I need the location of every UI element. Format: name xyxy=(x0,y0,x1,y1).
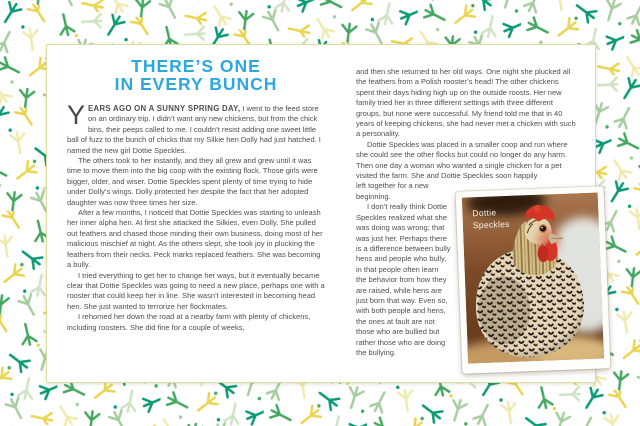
paragraph: I rehomed her down the road at a nearby farm with plenty of chickens, including roosters. She did fine for a couple of weeks, xyxy=(67,312,311,332)
lead-in-phrase: EARS AGO ON A SUNNY SPRING DAY, xyxy=(88,104,241,113)
paragraph-opening xyxy=(67,100,325,156)
paragraph: After a few months, I noticed that Dottie Speckles was starting to unleash her inner alpha hen. At first she attacked the Silkies, even Dolly. She pulled out feathers and chased those minding their own business, doing most of her malicious mischief at night. As the others slept, she took joy in plucking the feathers from their necks. Peck marks replaced feathers. She was becoming a bully. xyxy=(67,208,323,270)
left-page-column xyxy=(67,57,325,333)
paragraph: Dottie Speckles was placed in a smaller coop and run where she could see the other flocks but could no longer do any harm. Then one day a woman who wanted a single chicken for a pet visited the farm. She and Dottie Speckles soon happily xyxy=(356,139,568,181)
hen-polaroid-photo xyxy=(459,189,607,371)
right-page-body-text xyxy=(356,67,577,358)
polaroid-frame xyxy=(456,187,611,375)
drop-cap: Y xyxy=(67,100,86,130)
left-page-body-text xyxy=(67,100,325,333)
book-spread-page xyxy=(46,44,596,383)
paragraph: I don’t really think Dottie Speckles realized what she was doing was wrong; that was just her. Perhaps there is a difference between bully hens and people who bully, in that people often learn the behavior from how they are raised, while hens are just born that way. Even so, with both people and hens, the ones at fault are not those who are bullied but rather those who are doing the bullying. xyxy=(356,202,451,357)
right-page-column xyxy=(356,67,577,375)
paragraph: The others took to her instantly, and they all grew and grew until it was time to move them into the big coop with the existing flock. Those girls were bigger, older, and wiser. Dottie Speckles spent plenty of time trying to hide under Dolly’s wings. Dolly protected her despite the fact that her adopted daughter was now three times her size. xyxy=(67,156,318,207)
chicken-photo xyxy=(462,193,604,364)
paragraph: and then she returned to her old ways. One night she plucked all the feathers from a Polish rooster’s head! The other chickens spent their days hiding high up on the outside roosts. Her new family tried her in three different settings with three different groups, but none were successful. My friend told me that in 40 years of keeping chickens, she had never met a chicken with such a personality. xyxy=(356,67,576,139)
paragraph: left together for a new beginning. xyxy=(356,181,429,201)
paragraph: I tried everything to get her to change her ways, but it eventually became clear that Dottie Speckles was going to need a new place, perhaps one with a rooster that could keep her in line. She wasn’t interested in becoming head hen. She just wanted to terrorize her flockmates. xyxy=(67,270,325,311)
photo-label-line1: Dottie xyxy=(472,207,497,219)
photo-label-line2: Speckles xyxy=(472,219,510,231)
page-title xyxy=(67,57,325,93)
page-title-line2: IN EVERY BUNCH xyxy=(114,74,278,94)
page-title-line1: THERE’S ONE xyxy=(131,56,261,76)
paragraph-opening-text: I went to the feed store on an ordinary trip. I didn’t want any new chickens, but from the chick bins, their peeps called to me. I couldn’t resist adding one sweet little ball of fuzz to the bunch of chicks that my Silkie hen Dolly had just hatched. I named the new girl Dottie Speckles. xyxy=(67,104,321,155)
